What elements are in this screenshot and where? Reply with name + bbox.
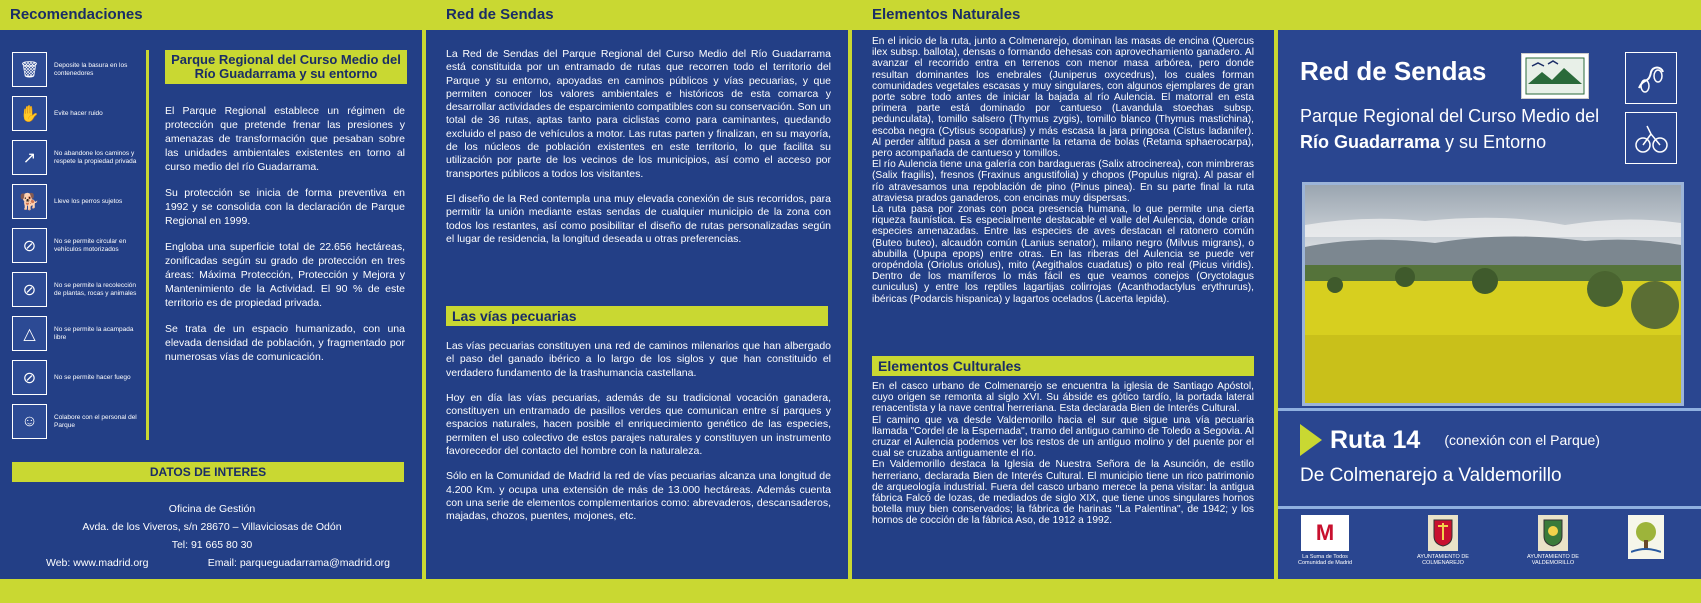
tree-icon bbox=[1628, 515, 1664, 559]
natural-text bbox=[872, 36, 1254, 305]
panel-recomendaciones bbox=[0, 0, 422, 603]
colmenarejo-logo bbox=[1408, 515, 1478, 566]
sponsor-logos bbox=[1278, 515, 1701, 575]
web-link[interactable]: Web: www.madrid.org bbox=[46, 557, 149, 569]
park-emblem-logo bbox=[1628, 515, 1664, 562]
vias-pecuarias-text bbox=[446, 340, 831, 536]
bottom-bar bbox=[426, 579, 848, 603]
logo-label: AYUNTAMIENTO DE COLMENAREJO bbox=[1417, 554, 1469, 566]
trail-icon: ↗ bbox=[12, 140, 47, 175]
panel-red-de-sendas bbox=[426, 0, 848, 603]
cover-title: Red de Sendas bbox=[1300, 56, 1487, 86]
bottom-bar bbox=[852, 579, 1274, 603]
logo-label: Comunidad de Madrid bbox=[1298, 560, 1353, 566]
coat-of-arms-icon bbox=[1428, 515, 1458, 551]
paragraph: Engloba una superficie total de 22.656 hectáreas, zonificadas según su grado de protección en tres áreas: Máxima Protección, Protección y Mejora y Mantenimiento de la Actividad. El 90 % de este territorio es de propiedad privada. bbox=[165, 241, 405, 309]
route-header bbox=[1300, 424, 1600, 456]
cyclist-icon bbox=[1625, 112, 1677, 164]
divider bbox=[1278, 408, 1701, 411]
paragraph: Su protección se inicia de forma preventiva en 1992 y se consolida con la declaración de Parque Regional en 1999. bbox=[165, 187, 405, 227]
park-logo bbox=[1521, 53, 1589, 99]
paragraph: Las vías pecuarias constituyen una red de caminos milenarios que han albergado el paso del ganado ibérico a lo largo de los siglos y que han constituido el verdadero fundamento de la trashumancia castellana. bbox=[446, 340, 831, 379]
route-title: Ruta 14 bbox=[1330, 425, 1421, 454]
walker-icon bbox=[1625, 52, 1677, 104]
list-item bbox=[12, 356, 137, 399]
cultural-text bbox=[872, 381, 1254, 527]
river-name: Río Guadarrama bbox=[1300, 132, 1441, 152]
park-logo-mark bbox=[1522, 54, 1588, 98]
divider bbox=[146, 50, 149, 440]
phone: Tel: 91 665 80 30 bbox=[171, 539, 253, 551]
no-fire-icon: ⊘ bbox=[12, 360, 47, 395]
recommendations-list bbox=[12, 48, 137, 444]
contact-info bbox=[12, 500, 412, 572]
divider bbox=[1278, 506, 1701, 509]
park-description bbox=[165, 104, 405, 376]
recommendation-label: Lleve los perros sujetos bbox=[54, 197, 123, 205]
bottom-bar bbox=[1278, 579, 1701, 603]
recommendation-label: Deposite la basura en los contenedores bbox=[54, 62, 128, 77]
panel-cover bbox=[1278, 0, 1701, 603]
route-note: (conexión con el Parque) bbox=[1444, 432, 1600, 448]
list-item bbox=[12, 180, 137, 223]
no-noise-icon: ✋ bbox=[12, 96, 47, 131]
paragraph: En el casco urbano de Colmenarejo se encuentra la iglesia de Santiago Apóstol, cuyo origen se remonta al siglo XVI. Su ábside es gótico tardío, la portada lateral renacentista y la nave central herreriana. Esta declarada Bien de Interés Cultural. bbox=[872, 381, 1254, 415]
paragraph: Se trata de un espacio humanizado, con una elevada densidad de población, y fragmentado por numerosas vías de comunicación. bbox=[165, 323, 405, 363]
recommendation-label: No se permite la recolección de plantas, rocas y animales bbox=[54, 282, 137, 297]
paragraph: La ruta pasa por zonas con poca presencia humana, lo que permite una cierta riqueza faunística. Es especialmente destacable el valle del Aulencia, donde crían especies amenazadas. Entre las especies de aves destacan el ratonero común (Buteo buteo), alcaudón común (Lanius senator), milano negro (Milvus migrans), o abubilla (Upupa epops) entre otras. En las riberas del Aulencia se puede ver oropéndola (Oriolus oriolus), mito (Aegithalos cuadatus) o pito real (Picus viridis). Dentro de los mamíferos lo más fácil es que veamos conejos (Oryctolagus cuniculus) y entre los reptiles lagartijas colirrojas (Acanthodactylus erythrurus), ibéricas (Podarcis hispanica) y lagartos ocelados (Lacerta lepida). bbox=[872, 204, 1254, 305]
no-camping-icon: △ bbox=[12, 316, 47, 351]
list-item bbox=[12, 312, 137, 355]
paragraph: El diseño de la Red contempla una muy elevada conexión de sus recorridos, para permitir la unión mediante estas sendas de cualquier municipio de la zona con todos los restantes, así como posibilitar el diseño de rutas personalizadas según el lugar de residencia, la longitud deseada u otras preferencias. bbox=[446, 192, 831, 245]
section-heading: Elementos Culturales bbox=[872, 356, 1254, 376]
list-item bbox=[12, 92, 137, 135]
list-item bbox=[12, 136, 137, 179]
coat-of-arms-icon bbox=[1538, 515, 1568, 551]
chevron-right-icon bbox=[1300, 424, 1322, 456]
panel-elementos bbox=[852, 0, 1274, 603]
no-plant-picking-icon: ⊘ bbox=[12, 272, 47, 307]
recommendation-label: Colabore con el personal del Parque bbox=[54, 414, 137, 429]
no-vehicles-icon: ⊘ bbox=[12, 228, 47, 263]
trash-bin-icon: 🗑 bbox=[12, 52, 47, 87]
panel-title: Recomendaciones bbox=[10, 6, 143, 23]
dog-leash-icon: 🐕 bbox=[12, 184, 47, 219]
madrid-stars-icon: M bbox=[1301, 515, 1349, 551]
logo-tagline: La Suma de Todos bbox=[1302, 554, 1348, 560]
paragraph: Sólo en la Comunidad de Madrid la red de vías pecuarias alcanza una longitud de 4.200 Km. y ocupa una extensión de más de 13.000 hectáreas. Además cuenta con una serie de elementos complementarios como: abrevaderos, descansaderos, majadas, chozos, puentes, mojones, etc. bbox=[446, 470, 831, 523]
list-item bbox=[12, 48, 137, 91]
cover-subtitle: Parque Regional del Curso Medio del bbox=[1300, 106, 1600, 126]
paragraph: El camino que va desde Valdemorillo hacia el sur que sigue una vía pecuaria llamada "Cordel de la Espernada", tramo del antiguo camino de Toledo a Segovia. Al cruzar el Aulencia podemos ver los restos de un antiguo molino y del puente por el cual se cruzaba antiguamente el río. bbox=[872, 414, 1254, 460]
ranger-icon: ☺ bbox=[12, 404, 47, 439]
intro-text bbox=[446, 48, 831, 258]
panel-title: Red de Sendas bbox=[446, 6, 554, 23]
route-description: De Colmenarejo a Valdemorillo bbox=[1300, 465, 1562, 486]
bottom-bar bbox=[0, 579, 422, 603]
datos-heading: DATOS DE INTERES bbox=[12, 462, 404, 482]
panel-title: Elementos Naturales bbox=[872, 6, 1021, 23]
valdemorillo-logo bbox=[1518, 515, 1588, 566]
paragraph: La Red de Sendas del Parque Regional del Curso Medio del Río Guadarrama está constituida por un entramado de rutas que recorren todo el territorio del Parque y su entorno, apoyadas en caminos públicos y vías pecuarias, y que permiten conocer los valores ambientales e históricos de esta comarca y desarrollar actividades de esparcimiento compatibles con su conservación. Son un total de 36 rutas, aptas tanto para ciclistas como para caminantes, quedando excluido el paso de vehículos a motor. Las rutas parten y finalizan, en su mayoría, de los núcleos de población existentes en este territorio, lo que facilita su utilización por parte de los vecinos de los municipios, así como el acceso por transportes públicos a todos los visitantes. bbox=[446, 48, 831, 180]
cover-subtitle-2 bbox=[1300, 132, 1546, 153]
recommendation-label: No se permite hacer fuego bbox=[54, 373, 131, 381]
list-item bbox=[12, 224, 137, 267]
recommendation-label: Evite hacer ruido bbox=[54, 109, 103, 117]
section-heading: Las vías pecuarias bbox=[446, 306, 828, 326]
landscape-photo bbox=[1302, 182, 1684, 406]
top-bar bbox=[1278, 0, 1701, 30]
list-item bbox=[12, 268, 137, 311]
paragraph: Hoy en día las vías pecuarias, además de su tradicional vocación ganadera, constituyen un entramado de pasillos verdes que comunican entre sí parques y espacios naturales, hacen posible el enriquecimiento genético de las especies, permiten el uso colectivo de estos parajes naturales y constituyen un instrumento favorecedor del contacto del hombre con la naturaleza. bbox=[446, 391, 831, 458]
address: Avda. de los Viveros, s/n 28670 – Villaviciosas de Odón bbox=[82, 521, 342, 533]
paragraph: El río Aulencia tiene una galería con bardagueras (Salix atrocinerea), con mimbreras (Salix fragilis), fresnos (Fraxinus angustifolia) y chopos (Populus nigra). Al pasar el río atravesamos una repoblación de pino (Pinus pinea). En su parte final la ruta atraviesa prados ganaderos, con encinas muy dispersas. bbox=[872, 159, 1254, 204]
recommendation-label: No abandone los caminos y respete la propiedad privada bbox=[54, 150, 137, 165]
recommendation-label: No se permite la acampada libre bbox=[54, 326, 134, 341]
comunidad-madrid-logo bbox=[1298, 515, 1352, 566]
paragraph: El Parque Regional establece un régimen de protección que pretende frenar las presiones y amenazas de transformación que pesaban sobre las unidades ambientales existentes en torno al curso medio del río Guadarrama. bbox=[165, 105, 405, 173]
office-name: Oficina de Gestión bbox=[168, 503, 256, 515]
recommendation-label: No se permite circular en vehículos motorizados bbox=[54, 238, 127, 253]
email-link[interactable]: Email: parqueguadarrama@madrid.org bbox=[207, 557, 390, 569]
subtitle-rest: y su Entorno bbox=[1440, 132, 1547, 152]
paragraph: En Valdemorillo destaca la Iglesia de Nuestra Señora de la Asunción, de estilo herreriano, declarada Bien de Interés Cultural. El municipio tiene un rico patrimonio de arqueología industrial. Fuera del casco urbano merece la pena visitar: la antigua fábrica Falcó de lozas, de mediados de siglo XIX, que tiene unos singulares hornos botella muy bien conservados; la fábrica de harinas "La Palentina", de 1942; y los hornos de cocción de la fábrica Aso, de 1912 a 1992. bbox=[872, 459, 1254, 527]
paragraph: En el inicio de la ruta, junto a Colmenarejo, dominan las masas de encina (Quercus ilex subsp. ballota), densas o formando dehesas con aprovechamiento ganadero. Al avanzar el recorrido entra en terrenos con menor masa arbórea, pero donde resultan dominantes los enebrales (Juniperus oxycedrus), los cuales forman comunidades vegetales escasas y muy singulares, con algunos ejemplares de gran porte sobre todo antes de iniciar la bajada al río Aulencia. El matorral en esta primera parte está dominado por cantueso (Lavandula stoechas subsp. pedunculata), tomillo salsero (Thymus zygis), tomillo blanco (Thymus mastichina), escoba negra (Cytisus scoparius) y más escasa la jara pringosa (Cistus ladanifer). Al perder altitud pasa a ser dominante la retama de bolas (Retama sphaerocarpa), pero acompañada de cantueso y tomillos. bbox=[872, 36, 1254, 160]
logo-label: AYUNTAMIENTO DE VALDEMORILLO bbox=[1527, 554, 1579, 566]
list-item bbox=[12, 400, 137, 443]
park-heading: Parque Regional del Curso Medio del Río Guadarrama y su entorno bbox=[165, 50, 407, 84]
